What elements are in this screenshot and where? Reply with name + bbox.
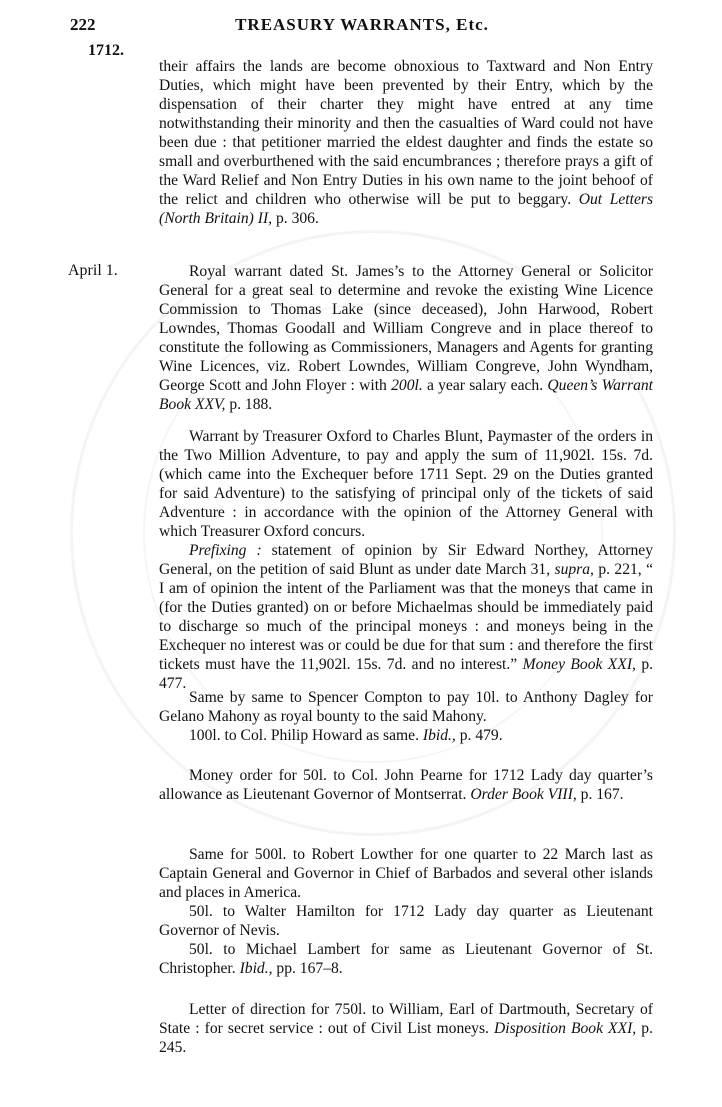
date-label-april-1: April 1. — [68, 262, 118, 279]
entry-compton — [159, 688, 653, 745]
entry-warrant-blunt — [159, 427, 653, 693]
paragraph: their affairs the lands are become obnoxious to Taxtward and Non Entry Duties, which might have been prevented by their Entry, which by the dispensation of their charter they might have entred at any time notwithstanding their minority and then the casualties of Ward could not have been due : that petitioner married the eldest daughter and finds the estate so small and overburthened with the said encumbrances ; therefore prays a gift of the Ward Relief and Non Entry Duties in his own name to the joint behoof of the relict and children who otherwise will be put to beggary. Out Letters (North Britain) II, p. 306. — [159, 58, 654, 227]
page-header — [70, 15, 654, 41]
page-number: 222 — [70, 15, 96, 34]
paragraph: 50l. to Michael Lambert for same as Lieutenant Governor of St. Christopher. Ibid., pp. 167–8. — [159, 941, 653, 977]
entry-governors — [159, 845, 653, 978]
paragraph: Same for 500l. to Robert Lowther for one quarter to 22 March last as Captain General and Governor in Chief of Barbados and several other islands and places in America. — [159, 846, 653, 901]
entry-continuation — [159, 57, 653, 228]
entry-money-order — [159, 766, 653, 804]
running-title: TREASURY WARRANTS, Etc. — [235, 15, 489, 34]
entry-royal-warrant — [159, 262, 653, 414]
paragraph: Prefixing : statement of opinion by Sir Edward Northey, Attorney General, on the petition of said Blunt as under date March 31, supra, p. 221, “ I am of opinion the intent of the Parliament was that the moneys that came in (for the Duties granted) on or before Michaelmas should be immediately paid to discharge so much of the principal moneys : and moneys being in the Exchequer no interest was or could be due for that sum : and therefore the first tickets must have the 11,902l. 15s. 7d. and no interest.” Money Book XXI, p. 477. — [159, 542, 654, 692]
paragraph: Letter of direction for 750l. to William, Earl of Dartmouth, Secretary of State : for secret service : out of Civil List moneys. Disposition Book XXI, p. 245. — [159, 1001, 653, 1056]
paragraph: Warrant by Treasurer Oxford to Charles Blunt, Paymaster of the orders in the Two Million Adventure, to pay and apply the sum of 11,902l. 15s. 7d. (which came into the Exchequer before 1711 Sept. 29 on the Duties granted for said Adventure) to the satisfying of principal only of the tickets of said Adventure : in accordance with the opinion of the Attorney General with which Treasurer Oxford concurs. — [159, 428, 653, 540]
entry-letter-direction — [159, 1000, 653, 1057]
paragraph: Money order for 50l. to Col. John Pearne for 1712 Lady day quarter’s allowance as Lieutenant Governor of Montserrat. Order Book VIII, p. 167. — [159, 767, 653, 803]
paragraph: Royal warrant dated St. James’s to the Attorney General or Solicitor General for a great seal to determine and revoke the existing Wine Licence Commission to Thomas Lake (since deceased), John Harwood, Robert Lowndes, Thomas Goodall and William Congreve and in place thereof to constitute the following as Commissioners, Managers and Agents for granting Wine Licences, viz. Robert Lowndes, William Congreve, John Wyndham, George Scott and John Floyer : with 200l. a year salary each. Queen’s Warrant Book XXV, p. 188. — [159, 263, 653, 413]
paragraph: 50l. to Walter Hamilton for 1712 Lady day quarter as Lieutenant Governor of Nevis. — [159, 903, 653, 939]
year-label: 1712. — [88, 42, 124, 59]
paragraph: 100l. to Col. Philip Howard as same. Ibid., p. 479. — [189, 727, 503, 744]
paragraph: Same by same to Spencer Compton to pay 10l. to Anthony Dagley for Gelano Mahony as royal bounty to the said Mahony. — [159, 689, 653, 725]
